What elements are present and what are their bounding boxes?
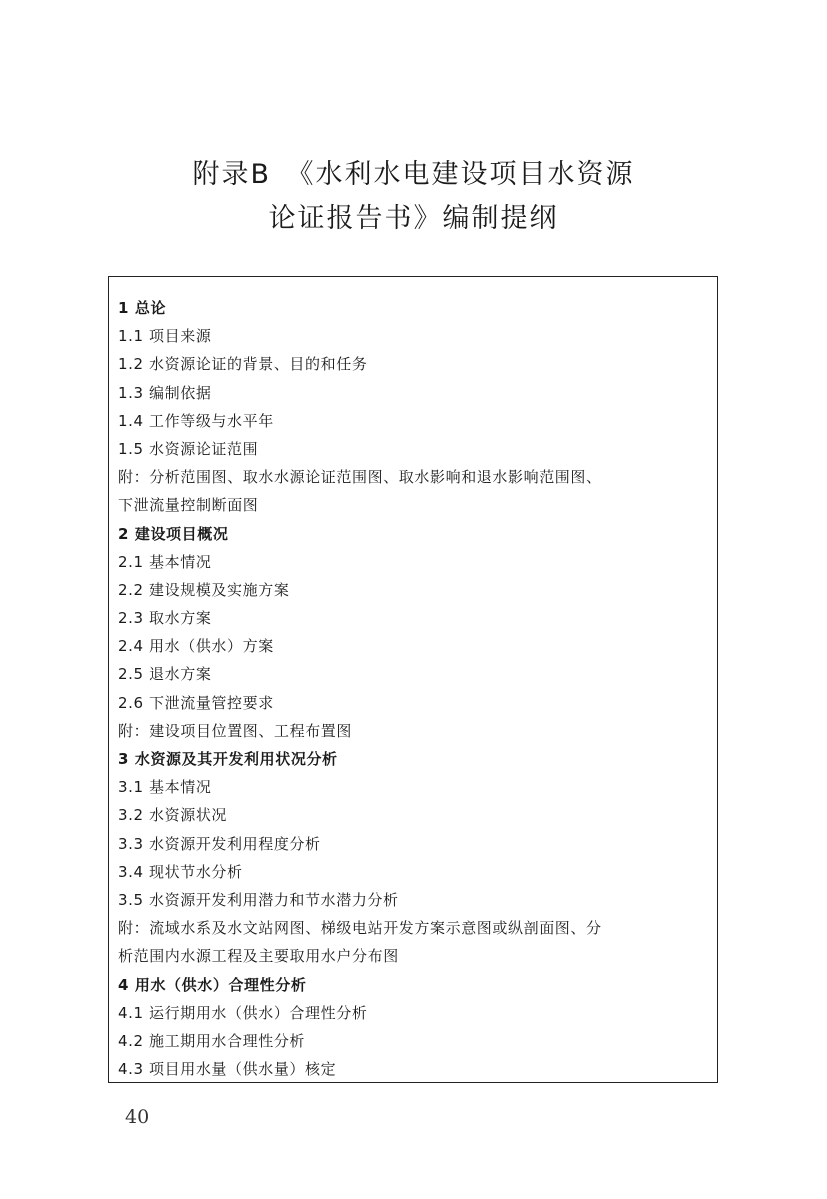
outline-box (108, 276, 718, 1083)
appendix-title-line-2: 论证报告书》编制提纲 (268, 203, 559, 234)
outline-chapter-heading: 1 总论 (118, 299, 167, 317)
outline-item: 3.1 基本情况 (118, 778, 212, 797)
outline-item: 1.5 水资源论证范围 (118, 439, 259, 458)
appendix-title-line-1: 附录B 《水利水电建设项目水资源 (192, 159, 635, 190)
page-number: 40 (125, 1106, 150, 1128)
outline-item: 下泄流量控制断面图 (118, 496, 259, 515)
outline-item: 附：流域水系及水文站网图、梯级电站开发方案示意图或纵剖面图、分 (118, 919, 602, 938)
outline-item: 2.3 取水方案 (118, 609, 212, 628)
outline-item: 1.4 工作等级与水平年 (118, 411, 274, 430)
outline-chapter-heading: 3 水资源及其开发利用状况分析 (118, 750, 338, 768)
outline-item: 3.4 现状节水分析 (118, 862, 243, 881)
outline-item: 2.6 下泄流量管控要求 (118, 693, 274, 712)
outline-item: 4.1 运行期用水（供水）合理性分析 (118, 1003, 368, 1022)
outline-item: 1.1 项目来源 (118, 327, 212, 346)
outline-item: 1.2 水资源论证的背景、目的和任务 (118, 355, 368, 374)
outline-item: 附：分析范围图、取水水源论证范围图、取水影响和退水影响范围图、 (118, 468, 602, 487)
outline-item: 3.5 水资源开发利用潜力和节水潜力分析 (118, 890, 399, 909)
outline-item: 2.4 用水（供水）方案 (118, 637, 274, 656)
outline-item: 2.2 建设规模及实施方案 (118, 580, 290, 599)
outline-item: 4.3 项目用水量（供水量）核定 (118, 1060, 337, 1079)
outline-item: 3.2 水资源状况 (118, 806, 228, 825)
outline-item: 2.1 基本情况 (118, 552, 212, 571)
outline-chapter-heading: 2 建设项目概况 (118, 524, 229, 543)
outline-item: 1.3 编制依据 (118, 383, 212, 402)
outline-chapter-heading: 4 用水（供水）合理性分析 (118, 975, 307, 994)
outline-item: 析范围内水源工程及主要取用水户分布图 (118, 947, 399, 966)
outline-item: 2.5 退水方案 (118, 665, 212, 684)
outline-item: 3.3 水资源开发利用程度分析 (118, 834, 321, 853)
outline-item: 附：建设项目位置图、工程布置图 (118, 721, 353, 740)
outline-list (109, 277, 717, 1083)
outline-item: 4.2 施工期用水合理性分析 (118, 1031, 306, 1050)
